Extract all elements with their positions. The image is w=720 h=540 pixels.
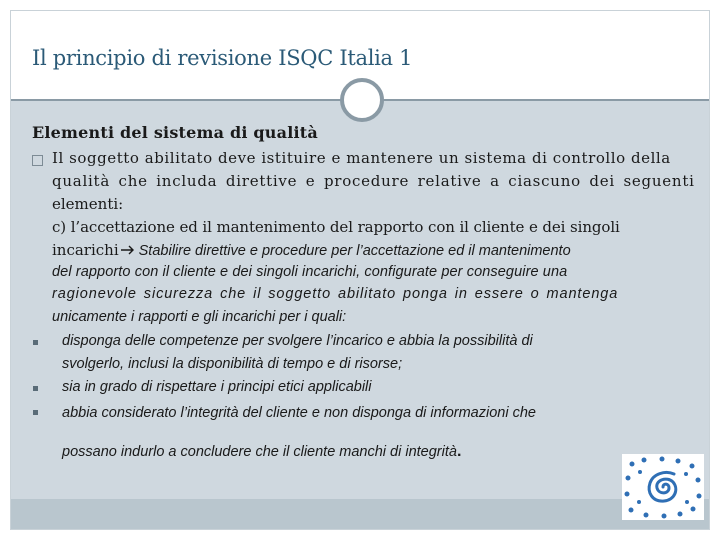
bullet-1-line-1: disponga delle competenze per svolgere l’incarico e abbia la possibilità di [62, 333, 533, 349]
incarichi-sans-text: Stabilire direttive e procedure per l’accettazione ed il mantenimento [138, 243, 571, 259]
checkbox-square-icon [32, 155, 43, 166]
incarichi-line [52, 240, 571, 259]
spiral-logo-icon [622, 454, 704, 520]
final-line-period: . [456, 443, 462, 460]
sans-line-1: del rapporto con il cliente e dei singoli incarichi, configurate per conseguire una [52, 264, 568, 280]
sans-line-3: unicamente i rapporti e gli incarichi per i quali: [52, 309, 347, 325]
bullet-1-line-2: svolgerlo, inclusi la disponibilità di tempo e di risorse; [62, 356, 403, 372]
bottom-bar [11, 499, 709, 529]
intro-line-2: qualità che includa direttive e procedure relative a ciascuno dei seguenti [52, 172, 695, 190]
square-bullet-icon [33, 410, 38, 415]
final-line [62, 441, 461, 461]
bullet-2-line-1: sia in grado di rispettare i principi etici applicabili [62, 379, 372, 395]
final-line-text: possano indurlo a concludere che il cliente manchi di integrità [62, 444, 457, 460]
bullet-3-line-1: abbia considerato l’integrità del cliente e non disponga di informazioni che [62, 405, 536, 421]
sans-line-2: ragionevole sicurezza che il soggetto abilitato ponga in essere o mantenga [52, 286, 619, 302]
circle-ornament-icon [340, 78, 384, 122]
section-heading: Elementi del sistema di qualità [32, 123, 318, 142]
arrow-right-icon [121, 245, 135, 255]
square-bullet-icon [33, 340, 38, 345]
square-bullet-icon [33, 386, 38, 391]
incarichi-label: incarichi [52, 241, 119, 259]
intro-line-3: elementi: [52, 195, 124, 213]
slide-title: Il principio di revisione ISQC Italia 1 [32, 46, 413, 70]
intro-line-4: c) l’accettazione ed il mantenimento del rapporto con il cliente e dei singoli [52, 218, 620, 236]
intro-line-1: Il soggetto abilitato deve istituire e mantenere un sistema di controllo della [52, 149, 671, 167]
